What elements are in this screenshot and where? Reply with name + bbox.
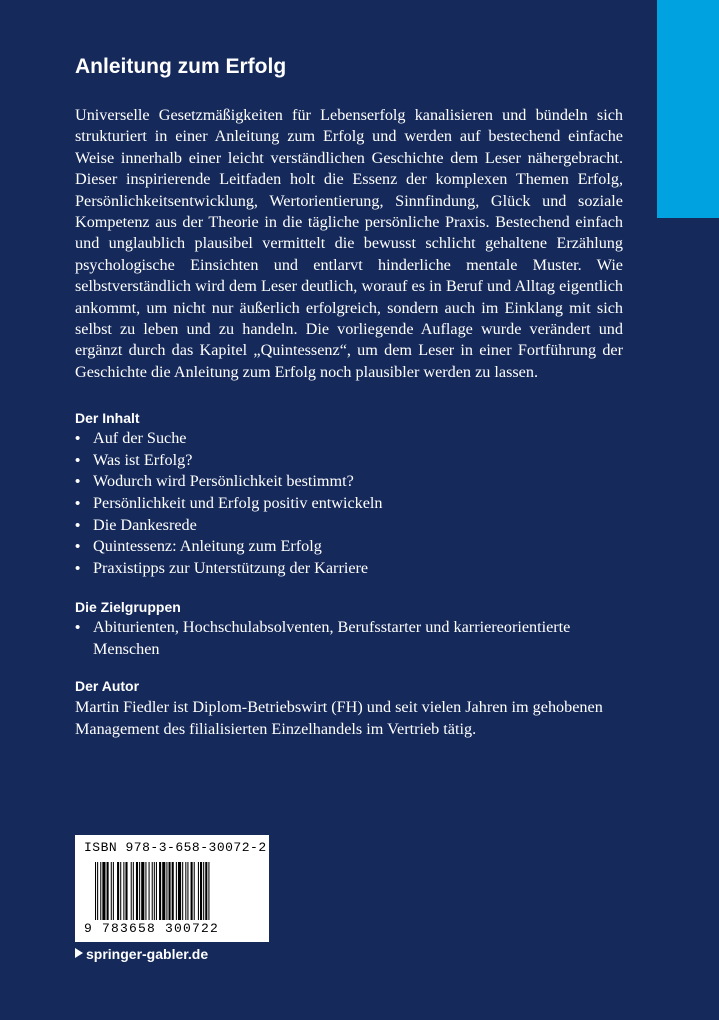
contents-heading: Der Inhalt <box>75 410 140 427</box>
barcode-bar <box>185 862 186 920</box>
contents-item: • Praxistipps zur Unterstützung der Karriere <box>75 558 623 580</box>
ean-digits: 9 783658 300722 <box>84 921 220 936</box>
barcode-bar <box>107 862 109 920</box>
barcode-bar <box>145 862 146 920</box>
book-title: Anleitung zum Erfolg <box>75 55 287 78</box>
blurb-text: Universelle Gesetzmäßigkeiten für Lebenserfolg kanalisieren und bündeln sich strukturiert in einer Anleitung zum Erfolg und werden auf bestechend einfache Weise innerhalb einer leicht verständlichen Geschichte dem Leser nähergebracht. Dieser inspirierende Leitfaden holt die Essenz der komplexen Themen Erfolg, Persönlichkeitsentwicklung, Wertorientierung, Sinnfindung, Glück und soziale Kompetenz aus der Theorie in die tägliche persönliche Praxis. Bestechend einfach und unglaublich plausibel vermittelt die bewusst schlicht gehaltene Erzählung psychologische Einsichten und entlarvt hinderliche mentale Muster. Wie selbstverständlich wird dem Leser deutlich, worauf es in Beruf und Alltag eigentlich ankommt, um nicht nur äußerlich erfolgreich, sondern auch im Einklang mit sich selbst zu leben und zu handeln. Die vorliegende Auflage wurde verändert und ergänzt durch das Kapitel „Quintessenz“, um dem Leser in einer Fortführung der Geschichte die Anleitung zum Erfolg noch plausibler werden zu lassen. <box>75 106 623 381</box>
barcode-bar <box>120 862 121 920</box>
barcode-bar <box>208 862 209 920</box>
barcode-bar <box>169 862 171 920</box>
arrow-right-icon <box>75 948 83 958</box>
barcode-bar <box>152 862 153 920</box>
barcode-bar <box>141 862 144 920</box>
barcode-bar <box>102 862 105 920</box>
barcode-bar <box>136 862 138 920</box>
barcode-bar <box>95 862 96 920</box>
target-groups-item: • Abiturienten, Hochschulabsolventen, Berufsstarter und karriereorientierte Menschen <box>75 617 623 660</box>
barcode-bar <box>187 862 188 920</box>
barcode-bar <box>125 862 127 920</box>
barcode-bar <box>97 862 98 920</box>
barcode-bar <box>123 862 124 920</box>
contents-item: • Wodurch wird Persönlichkeit bestimmt? <box>75 471 623 493</box>
barcode-bar <box>203 862 204 920</box>
contents-item: • Auf der Suche <box>75 428 623 450</box>
accent-bar <box>657 0 719 218</box>
barcode-bar <box>139 862 140 920</box>
author-bio: Martin Fiedler ist Diplom-Betriebswirt (FH) und seit vielen Jahren im gehobenen Management des filialisierten Einzelhandels im Vertrieb tätig. <box>75 697 603 738</box>
barcode-bar <box>117 862 119 920</box>
contents-item: • Was ist Erfolg? <box>75 450 623 472</box>
barcode-bar <box>149 862 150 920</box>
barcode-bar <box>176 862 177 920</box>
isbn-barcode <box>75 835 269 942</box>
barcode-bar <box>133 862 134 920</box>
barcode-bar <box>159 862 161 920</box>
target-groups-heading: Die Zielgruppen <box>75 599 181 616</box>
author-section <box>75 676 623 740</box>
publisher-website <box>75 946 208 962</box>
target-groups-list <box>75 617 623 660</box>
barcode-bar <box>172 862 174 920</box>
contents-item: • Die Dankesrede <box>75 515 623 537</box>
author-heading: Der Autor <box>75 677 140 694</box>
website-label: springer-gabler.de <box>86 946 209 962</box>
contents-item: • Persönlichkeit und Erfolg positiv entwickeln <box>75 493 623 515</box>
barcode-bar <box>194 862 195 920</box>
target-groups-section <box>75 597 623 660</box>
barcode-bar <box>166 862 167 920</box>
contents-section <box>75 408 623 579</box>
barcode-bar <box>198 862 199 920</box>
barcode-bar <box>100 862 101 920</box>
barcode-bar <box>113 862 114 920</box>
barcode-bar <box>156 862 157 920</box>
barcode-bar <box>182 862 183 920</box>
back-cover-content <box>75 52 623 740</box>
barcode-bar <box>154 862 155 920</box>
barcode-bar <box>200 862 202 920</box>
barcode-bar <box>178 862 181 920</box>
isbn-label: ISBN 978-3-658-30072-2 <box>84 840 267 855</box>
contents-list <box>75 428 623 579</box>
barcode-bar <box>205 862 207 920</box>
barcode-bar <box>131 862 132 920</box>
contents-item: • Quintessenz: Anleitung zum Erfolg <box>75 536 623 558</box>
barcode-bar <box>111 862 112 920</box>
barcode-bar <box>162 862 165 920</box>
barcode-bar <box>191 862 193 920</box>
barcode-bars <box>95 862 259 920</box>
